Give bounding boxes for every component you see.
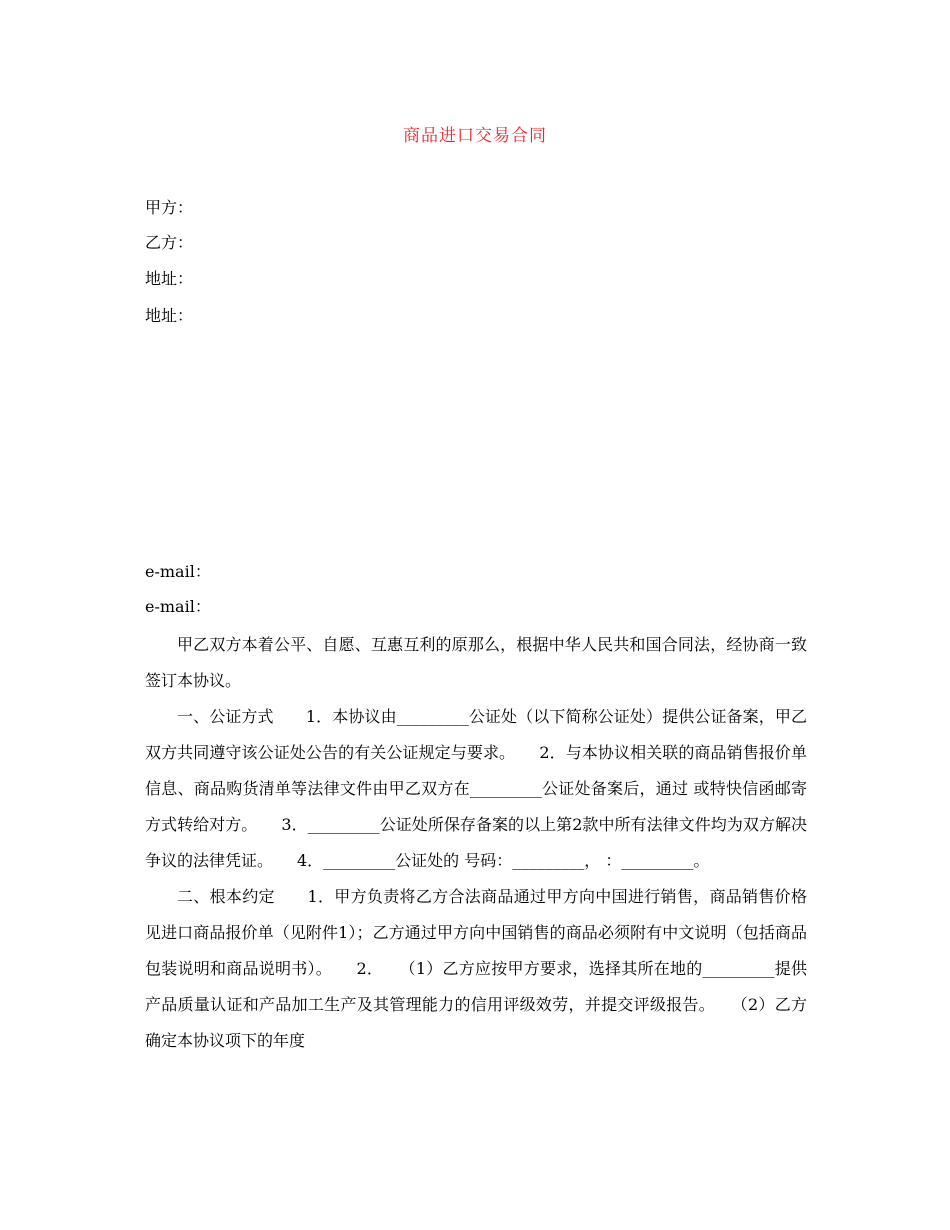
- email-a-label: e-mail：: [145, 562, 211, 581]
- party-b-label: 乙方：: [145, 233, 194, 252]
- preamble-paragraph: 甲乙双方本着公平、自愿、互惠互利的原那么，根据中华人民共和国合同法，经协商一致签订本协议。: [145, 635, 807, 690]
- party-a-label: 甲方：: [145, 198, 194, 217]
- document-title: 商品进口交易合同: [403, 126, 547, 146]
- address-a-label: 地址：: [145, 269, 194, 288]
- basic-terms-paragraph: 二、根本约定 1．甲方负责将乙方合法商品通过甲方向中国进行销售，商品销售价格见进口商品报价单（见附件1）；乙方通过甲方向中国销售的商品必须附有中文说明（包括商品包装说明和商品说明书）。 2． （1）乙方应按甲方要求，选择其所在地的_________提供产品质量认证和产品加工生产及其管理能力的信用评级效劳，并提交评级报告。 （2）乙方确定本协议项下的年度: [145, 887, 807, 1050]
- address-b-label: 地址：: [145, 306, 194, 325]
- notarization-paragraph: 一、公证方式 1．本协议由_________公证处（以下简称公证处）提供公证备案，甲乙双方共同遵守该公证处公告的有关公证规定与要求。 2．与本协议相关联的商品销售报价单信息、商品购货清单等法律文件由甲乙双方在_________公证处备案后，通过 或特快信函邮寄方式转给对方。 3．_________公证处所保存备案的以上第2款中所有法律文件均为双方解决争议的法律凭证。 4．_________公证处的 号码：_________， ：_________。: [145, 707, 807, 870]
- email-b-label: e-mail：: [145, 597, 211, 616]
- contract-body: [145, 627, 807, 1059]
